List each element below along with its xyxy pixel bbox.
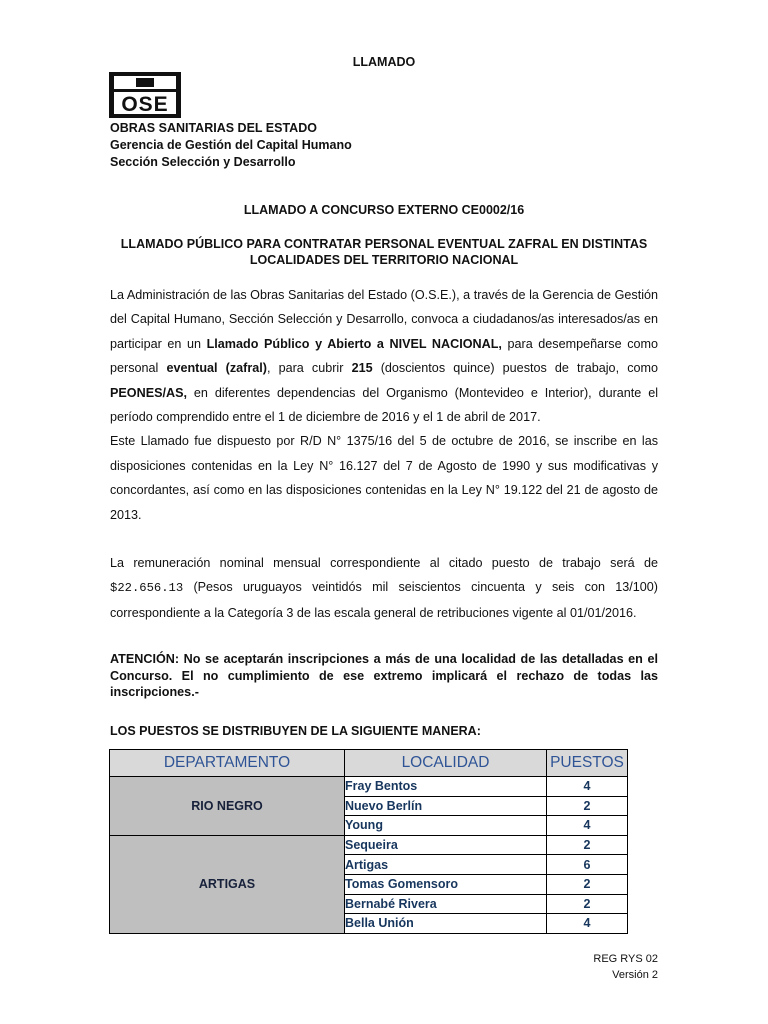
intro-paragraphs — [110, 283, 658, 527]
footer-version: Versión 2 — [612, 969, 658, 981]
column-header-departamento: DEPARTAMENTO — [110, 750, 345, 777]
localidad-cell: Fray Bentos — [345, 777, 547, 797]
call-subtitle — [110, 236, 658, 268]
ose-logo — [109, 72, 181, 118]
document-footer — [593, 951, 658, 983]
text-run-bold: Llamado Público y Abierto a NIVEL NACIONAL, — [206, 336, 502, 351]
text-run: La Administración de las Obras Sanitarias del Estado (O.S.E.), a través de la Gerencia de Gestión del Capital Humano, Sección Selección y Desarrollo, convoca a ciudadanos/as interesados/as en participar en un — [110, 288, 658, 351]
distribution-heading: LOS PUESTOS SE DISTRIBUYEN DE LA SIGUIENTE MANERA: — [110, 724, 481, 738]
footer-reg: REG RYS 02 — [593, 953, 658, 965]
localidad-cell: Bernabé Rivera — [345, 894, 547, 914]
table-header-row — [110, 750, 628, 777]
ose-logo-graphic — [109, 72, 181, 118]
department-artigas: ARTIGAS — [110, 835, 345, 933]
organization-block — [110, 120, 352, 171]
org-department: Gerencia de Gestión del Capital Humano — [110, 138, 352, 152]
puestos-cell: 2 — [547, 894, 628, 914]
puestos-cell: 2 — [547, 874, 628, 894]
text-run: La remuneración nominal mensual correspondiente al citado puesto de trabajo será de — [110, 556, 658, 570]
localidad-cell: Nuevo Berlín — [345, 796, 547, 816]
puestos-cell: 2 — [547, 796, 628, 816]
column-header-puestos: PUESTOS — [547, 750, 628, 777]
page-title: LLAMADO — [352, 55, 416, 69]
salary-paragraph — [110, 551, 658, 625]
attention-paragraph — [110, 651, 658, 701]
column-header-localidad: LOCALIDAD — [345, 750, 547, 777]
legal-paragraph: Este Llamado fue dispuesto por R/D N° 1375/16 del 5 de octubre de 2016, se inscribe en las disposiciones contenidas en la Ley N° 16.127 del 7 de Agosto de 1990 y sus modificativas y concordantes, así como en las disposiciones contenidas en la Ley N° 19.122 del 21 de agosto de 2013. — [110, 434, 658, 522]
org-name: OBRAS SANITARIAS DEL ESTADO — [110, 121, 317, 135]
localidad-cell: Tomas Gomensoro — [345, 874, 547, 894]
intro-paragraph — [110, 283, 658, 429]
call-subtitle-line-2: LOCALIDADES DEL TERRITORIO NACIONAL — [249, 253, 519, 267]
text-run-bold: 215 — [351, 361, 373, 376]
attention-label: ATENCIÓN: — [110, 652, 180, 666]
localidad-cell: Sequeira — [345, 835, 547, 855]
positions-table — [109, 749, 628, 934]
localidad-cell: Bella Unión — [345, 914, 547, 934]
puestos-cell: 4 — [547, 914, 628, 934]
text-run: en diferentes dependencias del Organismo (Montevideo e Interior), durante el período comprendido entre el 1 de diciembre de 2016 y el 1 de abril de 2017. — [110, 385, 658, 425]
text-run-bold: eventual (zafral) — [166, 361, 267, 376]
text-run: , para cubrir — [266, 361, 352, 376]
call-subtitle-line-1: LLAMADO PÚBLICO PARA CONTRATAR PERSONAL EVENTUAL ZAFRAL EN DISTINTAS — [120, 237, 648, 251]
text-run: (Pesos uruguayos veintidós mil seiscientos cincuenta y seis con 13/100) correspondiente a la Categoría 3 de las escala general de retribuciones vigente al 01/01/2016. — [110, 580, 658, 620]
text-run: (doscientos quince) puestos de trabajo, como — [372, 361, 658, 376]
localidad-cell: Young — [345, 816, 547, 836]
text-run: para desempeñarse como personal — [110, 336, 658, 376]
puestos-cell: 4 — [547, 777, 628, 797]
table-row — [110, 777, 628, 797]
localidad-cell: Artigas — [345, 855, 547, 875]
attention-text: No se aceptarán inscripciones a más de una localidad de las detalladas en el Concurso. El no cumplimiento de ese extremo implicará el rechazo de todas las inscripciones.- — [110, 652, 658, 699]
svg-text:OSE: OSE — [121, 93, 169, 116]
salary-amount: $22.656.13 — [110, 581, 184, 596]
call-code-title: LLAMADO A CONCURSO EXTERNO CE0002/16 — [243, 203, 525, 217]
text-run-bold: PEONES/AS, — [110, 385, 187, 400]
puestos-cell: 2 — [547, 835, 628, 855]
puestos-cell: 4 — [547, 816, 628, 836]
table-row — [110, 835, 628, 855]
puestos-cell: 6 — [547, 855, 628, 875]
department-rio-negro: RIO NEGRO — [110, 777, 345, 836]
org-section: Sección Selección y Desarrollo — [110, 155, 296, 169]
